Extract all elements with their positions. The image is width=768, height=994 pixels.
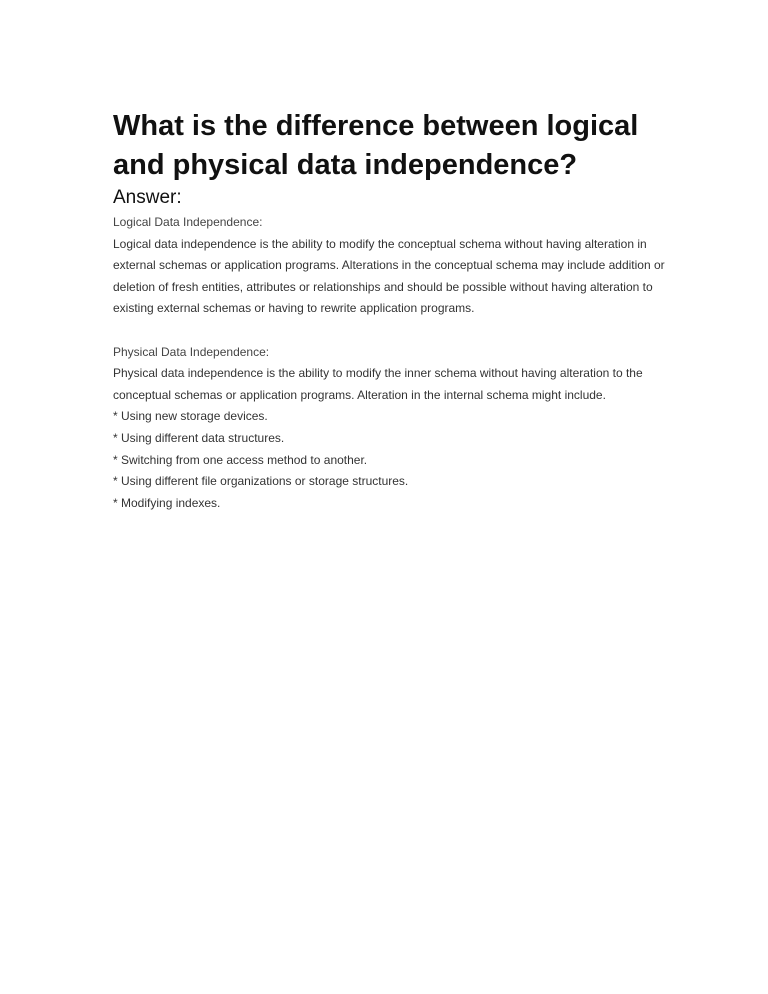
list-item: * Switching from one access method to another.: [113, 452, 368, 467]
logical-section-paragraph: Logical data independence is the ability to modify the conceptual schema without having alteration in external schemas or application programs. Alterations in the conceptual schema may include addition or deletion of fresh entities, attributes or relationships and should be possible without having alteration to existing external schemas or having to rewrite application programs.: [113, 236, 665, 316]
physical-section-paragraph: Physical data independence is the ability to modify the inner schema without having alteration to the conceptual schemas or application programs. Alteration in the internal schema might include.: [113, 366, 643, 402]
physical-examples-list: [113, 406, 673, 514]
logical-independence-section: [113, 212, 673, 320]
section-spacer: [113, 320, 673, 342]
physical-section-heading: Physical Data Independence:: [113, 344, 270, 359]
list-item: * Using different data structures.: [113, 430, 285, 445]
list-item: * Using different file organizations or storage structures.: [113, 474, 409, 489]
answer-label: Answer:: [113, 187, 182, 208]
list-item: * Using new storage devices.: [113, 409, 268, 424]
document-page: [113, 107, 673, 514]
logical-section-heading: Logical Data Independence:: [113, 215, 263, 229]
physical-independence-section: [113, 342, 673, 515]
list-item: * Modifying indexes.: [113, 495, 221, 510]
page-title: What is the difference between logical and physical data independence?: [113, 110, 639, 181]
